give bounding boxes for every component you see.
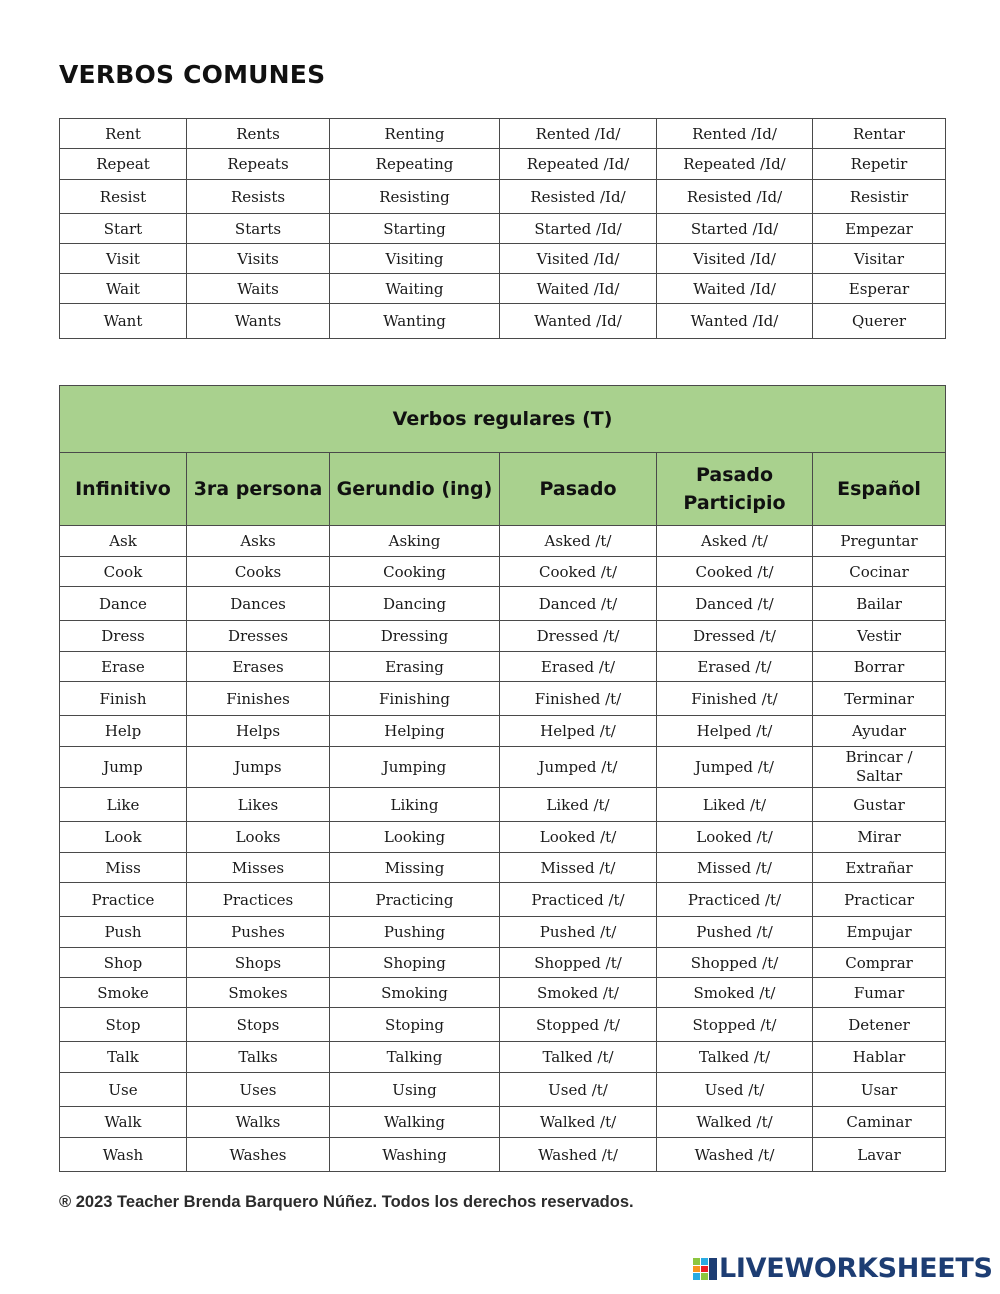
table-cell: Washing [330, 1138, 500, 1172]
table-cell: Waited /Id/ [500, 274, 657, 304]
table-cell: Practiced /t/ [500, 883, 657, 917]
liveworksheets-logo-icon [692, 1257, 718, 1281]
table-row [60, 1073, 946, 1107]
table-cell: Empujar [813, 917, 946, 948]
copyright-footer: ® 2023 Teacher Brenda Barquero Núñez. Todos los derechos reservados. [59, 1193, 634, 1211]
table-cell: Shoping [330, 948, 500, 978]
table-row [60, 180, 946, 214]
table-cell: Jumps [187, 747, 330, 788]
table-cell: Waiting [330, 274, 500, 304]
table-cell: Talked /t/ [500, 1042, 657, 1073]
table-cell: Bailar [813, 587, 946, 621]
table-cell: Missed /t/ [500, 853, 657, 883]
table-cell: Rentar [813, 119, 946, 149]
table-cell: Used /t/ [500, 1073, 657, 1107]
table-cell: Washed /t/ [500, 1138, 657, 1172]
table-row [60, 119, 946, 149]
table-cell: Used /t/ [657, 1073, 813, 1107]
table-cell: Finish [60, 682, 187, 716]
table-cell: Visiting [330, 244, 500, 274]
table-cell: Danced /t/ [657, 587, 813, 621]
table-cell: Dresses [187, 621, 330, 652]
table-cell: Shop [60, 948, 187, 978]
table-cell: Pushes [187, 917, 330, 948]
table-row [60, 214, 946, 244]
table-cell: Asks [187, 526, 330, 557]
table-cell: Walked /t/ [500, 1107, 657, 1138]
table-cell: Waits [187, 274, 330, 304]
table-cell: Missing [330, 853, 500, 883]
table-cell: Empezar [813, 214, 946, 244]
table-cell: Erased /t/ [657, 652, 813, 682]
table-cell: Pushed /t/ [657, 917, 813, 948]
table-cell: Dressed /t/ [500, 621, 657, 652]
table-cell: Mirar [813, 822, 946, 853]
table-cell: Liked /t/ [657, 788, 813, 822]
table-cell: Danced /t/ [500, 587, 657, 621]
table-row [60, 526, 946, 557]
table-cell: Vestir [813, 621, 946, 652]
table-cell: Hablar [813, 1042, 946, 1073]
table-row [60, 621, 946, 652]
logo-text: LIVEWORKSHEETS [719, 1253, 993, 1284]
table-cell: Pushing [330, 917, 500, 948]
table-cell: Rent [60, 119, 187, 149]
table-cell: Likes [187, 788, 330, 822]
table-cell: Resisting [330, 180, 500, 214]
column-header-3ra-persona: 3ra persona [187, 453, 330, 526]
table-cell: Finishing [330, 682, 500, 716]
column-header-espanol: Español [813, 453, 946, 526]
table-cell: Finishes [187, 682, 330, 716]
table-cell: Jumped /t/ [657, 747, 813, 788]
table-cell: Cooks [187, 557, 330, 587]
table-row [60, 1138, 946, 1172]
table-row [60, 917, 946, 948]
table-cell: Dance [60, 587, 187, 621]
table-cell: Walks [187, 1107, 330, 1138]
table-cell: Cooked /t/ [500, 557, 657, 587]
table-cell: Jumping [330, 747, 500, 788]
table-cell: Finished /t/ [500, 682, 657, 716]
column-header-infinitivo: Infinitivo [60, 453, 187, 526]
table-cell: Talks [187, 1042, 330, 1073]
table-cell: Looks [187, 822, 330, 853]
table-cell: Extrañar [813, 853, 946, 883]
column-header-pasado: Pasado [500, 453, 657, 526]
table-cell: Dances [187, 587, 330, 621]
table-cell: Visited /Id/ [500, 244, 657, 274]
table-row [60, 978, 946, 1008]
table-cell: Lavar [813, 1138, 946, 1172]
table-cell: Walking [330, 1107, 500, 1138]
table-cell: Resist [60, 180, 187, 214]
table-title: Verbos regulares (T) [60, 386, 946, 453]
table-cell: Wanted /Id/ [500, 304, 657, 339]
common-verbs-table [59, 118, 946, 339]
column-header-pasado-participio: Pasado Participio [657, 453, 813, 526]
table-cell: Wants [187, 304, 330, 339]
table-cell: Cook [60, 557, 187, 587]
table-cell: Resisted /Id/ [657, 180, 813, 214]
table-cell: Ask [60, 526, 187, 557]
table-cell: Helped /t/ [500, 716, 657, 747]
table-cell: Cocinar [813, 557, 946, 587]
table-cell: Jump [60, 747, 187, 788]
table-cell: Comprar [813, 948, 946, 978]
table-cell: Asked /t/ [500, 526, 657, 557]
table-cell: Stop [60, 1008, 187, 1042]
table-row [60, 822, 946, 853]
table-cell: Erase [60, 652, 187, 682]
table-cell: Want [60, 304, 187, 339]
table-cell: Smoked /t/ [500, 978, 657, 1008]
table-cell: Ayudar [813, 716, 946, 747]
table-cell: Stoping [330, 1008, 500, 1042]
table-cell: Resistir [813, 180, 946, 214]
table-cell: Wanted /Id/ [657, 304, 813, 339]
table-cell: Jumped /t/ [500, 747, 657, 788]
table-row [60, 716, 946, 747]
table-cell: Erases [187, 652, 330, 682]
table-cell: Terminar [813, 682, 946, 716]
table-cell: Visits [187, 244, 330, 274]
table-cell: Stopped /t/ [657, 1008, 813, 1042]
table-cell: Repeated /Id/ [657, 149, 813, 180]
table-cell: Dressing [330, 621, 500, 652]
table-cell: Stopped /t/ [500, 1008, 657, 1042]
table-row [60, 682, 946, 716]
table-cell: Shops [187, 948, 330, 978]
table-row [60, 274, 946, 304]
table-cell: Dress [60, 621, 187, 652]
table-cell: Like [60, 788, 187, 822]
table-row [60, 149, 946, 180]
table-cell: Practiced /t/ [657, 883, 813, 917]
table-cell: Erasing [330, 652, 500, 682]
table-cell: Helps [187, 716, 330, 747]
table-cell: Practicing [330, 883, 500, 917]
table-cell: Smokes [187, 978, 330, 1008]
table-row [60, 853, 946, 883]
table-cell: Rented /Id/ [657, 119, 813, 149]
table-row [60, 587, 946, 621]
table-cell: Talking [330, 1042, 500, 1073]
table-row [60, 747, 946, 788]
table-cell: Borrar [813, 652, 946, 682]
page-title: VERBOS COMUNES [59, 60, 326, 89]
table-cell: Caminar [813, 1107, 946, 1138]
table-cell: Starts [187, 214, 330, 244]
table-cell: Repeated /Id/ [500, 149, 657, 180]
table-cell: Looked /t/ [500, 822, 657, 853]
table-row [60, 1042, 946, 1073]
table-cell: Resisted /Id/ [500, 180, 657, 214]
table-cell: Walk [60, 1107, 187, 1138]
table-cell: Using [330, 1073, 500, 1107]
table-row [60, 948, 946, 978]
table-cell: Cooking [330, 557, 500, 587]
table-cell: Dressed /t/ [657, 621, 813, 652]
table-cell: Finished /t/ [657, 682, 813, 716]
table-cell: Brincar / Saltar [813, 747, 946, 788]
table-cell: Wash [60, 1138, 187, 1172]
table-cell: Repeat [60, 149, 187, 180]
table-cell: Liked /t/ [500, 788, 657, 822]
table-cell: Start [60, 214, 187, 244]
table-cell: Helped /t/ [657, 716, 813, 747]
table-cell: Gustar [813, 788, 946, 822]
table-cell: Visit [60, 244, 187, 274]
table-cell: Push [60, 917, 187, 948]
table-row [60, 244, 946, 274]
table-row [60, 557, 946, 587]
table-cell: Fumar [813, 978, 946, 1008]
table-cell: Use [60, 1073, 187, 1107]
table-cell: Erased /t/ [500, 652, 657, 682]
table-cell: Misses [187, 853, 330, 883]
table-cell: Pushed /t/ [500, 917, 657, 948]
table-cell: Practices [187, 883, 330, 917]
table-cell: Repetir [813, 149, 946, 180]
table-cell: Rents [187, 119, 330, 149]
table-cell: Look [60, 822, 187, 853]
table-row [60, 1008, 946, 1042]
table-cell: Asking [330, 526, 500, 557]
table-cell: Smoke [60, 978, 187, 1008]
table-cell: Smoking [330, 978, 500, 1008]
table-cell: Renting [330, 119, 500, 149]
table-row [60, 788, 946, 822]
table-cell: Help [60, 716, 187, 747]
table-cell: Liking [330, 788, 500, 822]
table-cell: Detener [813, 1008, 946, 1042]
table-cell: Looked /t/ [657, 822, 813, 853]
table-cell: Repeating [330, 149, 500, 180]
table-cell: Starting [330, 214, 500, 244]
regular-verbs-table [59, 385, 946, 1172]
table-cell: Visitar [813, 244, 946, 274]
table-cell: Repeats [187, 149, 330, 180]
table-cell: Practice [60, 883, 187, 917]
table-cell: Walked /t/ [657, 1107, 813, 1138]
column-header-gerundio: Gerundio (ing) [330, 453, 500, 526]
table-cell: Smoked /t/ [657, 978, 813, 1008]
table-cell: Shopped /t/ [657, 948, 813, 978]
table-cell: Rented /Id/ [500, 119, 657, 149]
table-cell: Washes [187, 1138, 330, 1172]
table-cell: Washed /t/ [657, 1138, 813, 1172]
table-cell: Started /Id/ [657, 214, 813, 244]
table-cell: Wanting [330, 304, 500, 339]
table-cell: Usar [813, 1073, 946, 1107]
table-cell: Looking [330, 822, 500, 853]
table-row [60, 883, 946, 917]
table-cell: Visited /Id/ [657, 244, 813, 274]
table-cell: Started /Id/ [500, 214, 657, 244]
table-cell: Missed /t/ [657, 853, 813, 883]
table-row [60, 304, 946, 339]
table-cell: Miss [60, 853, 187, 883]
table-cell: Esperar [813, 274, 946, 304]
table-cell: Querer [813, 304, 946, 339]
table-cell: Stops [187, 1008, 330, 1042]
table-cell: Talk [60, 1042, 187, 1073]
liveworksheets-logo[interactable] [692, 1254, 993, 1284]
table-cell: Asked /t/ [657, 526, 813, 557]
table-cell: Resists [187, 180, 330, 214]
table-cell: Cooked /t/ [657, 557, 813, 587]
table-cell: Wait [60, 274, 187, 304]
table-cell: Dancing [330, 587, 500, 621]
table-row [60, 652, 946, 682]
table-cell: Talked /t/ [657, 1042, 813, 1073]
table-cell: Waited /Id/ [657, 274, 813, 304]
table-cell: Preguntar [813, 526, 946, 557]
table-row [60, 1107, 946, 1138]
table-cell: Uses [187, 1073, 330, 1107]
table-cell: Shopped /t/ [500, 948, 657, 978]
table-cell: Practicar [813, 883, 946, 917]
table-cell: Helping [330, 716, 500, 747]
